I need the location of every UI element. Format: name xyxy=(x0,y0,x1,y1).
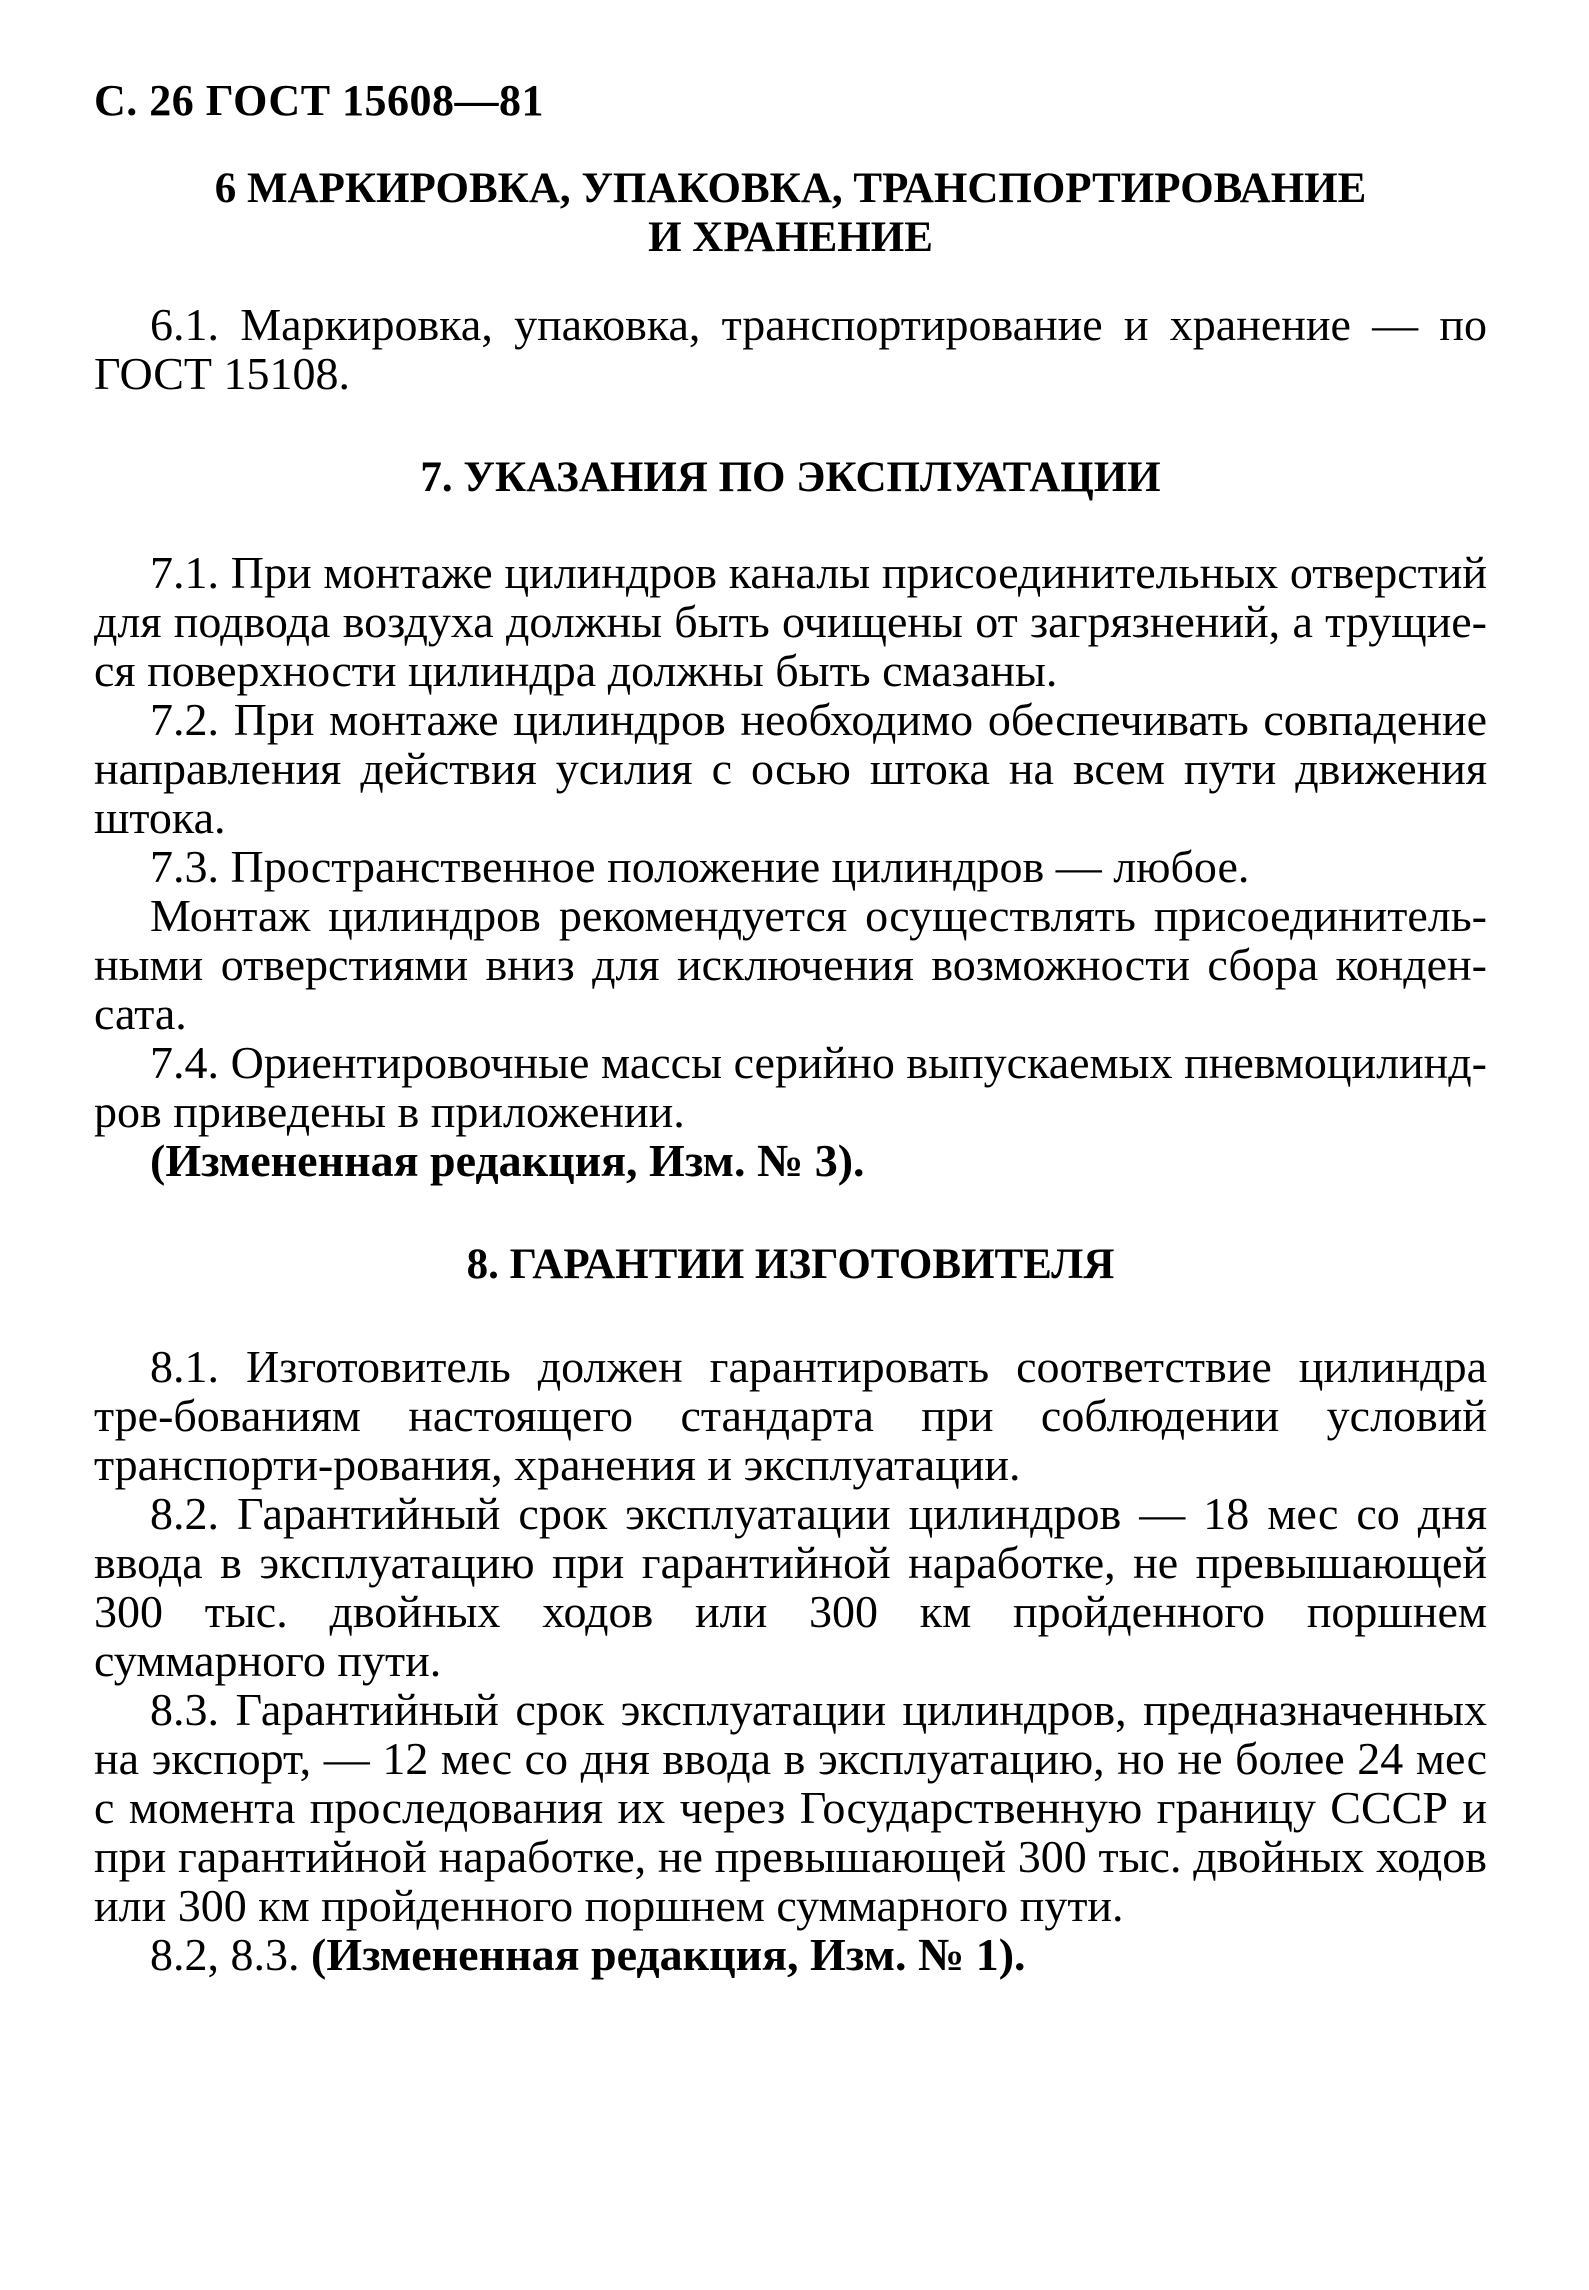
paragraph-7-1: 7.1. При монтаже цилиндров каналы присоединительных отверстий для подвода воздуха должны быть очищены от загрязнений, а трущие-ся поверхности цилиндра должны быть смазаны. xyxy=(94,547,1487,696)
running-header: С. 26 ГОСТ 15608—81 xyxy=(94,76,545,125)
paragraph-7-2: 7.2. При монтаже цилиндров необходимо обеспечивать совпадение направления действия усилия с осью штока на всем пути движения штока. xyxy=(94,694,1487,843)
amendment-note-8-text: (Измененная редакция, Изм. № 1). xyxy=(311,1929,1026,1980)
amendment-note-8-prefix: 8.2, 8.3. xyxy=(150,1929,300,1980)
section-7-heading: 7. УКАЗАНИЯ ПО ЭКСПЛУАТАЦИИ xyxy=(420,454,1161,501)
section-7-body xyxy=(94,548,1487,1185)
section-8-body xyxy=(94,1342,1487,1979)
paragraph-6-1: 6.1. Маркировка, упаковка, транспортирование и хранение — по ГОСТ 15108. xyxy=(94,299,1487,399)
section-6-heading-line-1: 6 МАРКИРОВКА, УПАКОВКА, ТРАНСПОРТИРОВАНИЕ xyxy=(214,165,1367,212)
section-6-heading xyxy=(94,164,1487,262)
paragraph-8-1: 8.1. Изготовитель должен гарантировать соответствие цилиндра тре-бованиям настоящего стандарта при соблюдении условий транспорти-рования, хранения и эксплуатации. xyxy=(94,1341,1487,1490)
paragraph-7-3-continued: Монтаж цилиндров рекомендуется осуществлять присоединитель-ными отверстиями вниз для исключения возможности сбора конден-сата. xyxy=(94,890,1487,1039)
paragraph-8-2: 8.2. Гарантийный срок эксплуатации цилиндров — 18 мес со дня ввода в эксплуатацию при гарантийной наработке, не превышающей 300 тыс. двойных ходов или 300 км пройденного поршнем суммарного пути. xyxy=(94,1488,1487,1686)
section-6-body xyxy=(94,300,1487,398)
section-8-heading: 8. ГАРАНТИИ ИЗГОТОВИТЕЛЯ xyxy=(466,1241,1115,1288)
section-6-heading-line-2: И ХРАНЕНИЕ xyxy=(648,214,933,261)
paragraph-8-3: 8.3. Гарантийный срок эксплуатации цилиндров, предназначенных на экспорт, — 12 мес со дня ввода в эксплуатацию, но не более 24 мес с момента проследования их через Государственную границу СССР и при гарантийной наработке, не превышающей 300 тыс. двойных ходов или 300 км пройденного поршнем суммарного пути. xyxy=(94,1684,1487,1931)
paragraph-7-3: 7.3. Пространственное положение цилиндров — любое. xyxy=(150,841,1250,892)
amendment-note-8 xyxy=(94,1930,1487,1979)
paragraph-7-4: 7.4. Ориентировочные массы серийно выпускаемых пневмоцилинд-ров приведены в приложении. xyxy=(94,1037,1487,1137)
amendment-note-7: (Измененная редакция, Изм. № 3). xyxy=(150,1135,865,1186)
